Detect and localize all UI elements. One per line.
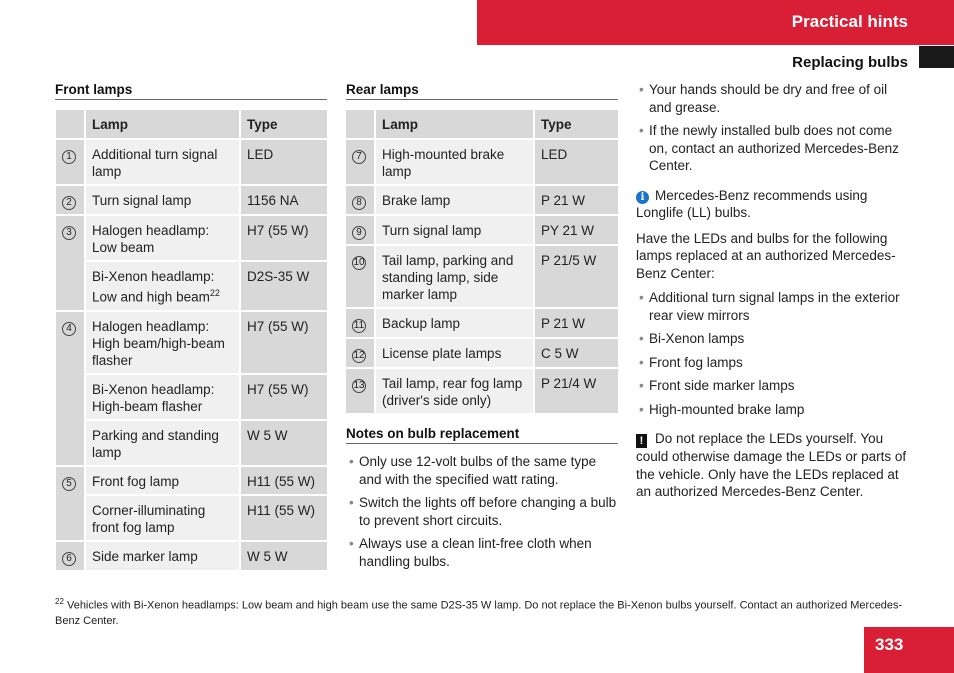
table-row — [56, 216, 327, 262]
lamp-header: Lamp — [86, 110, 241, 140]
type-cell: P 21 W — [535, 309, 618, 339]
type-cell: W 5 W — [241, 421, 327, 467]
chapter-title: Practical hints — [791, 12, 908, 31]
list-item: • Front side marker lamps — [639, 378, 795, 393]
lamp-name: Front fog lamp — [92, 473, 180, 489]
lamp-cell — [376, 140, 535, 186]
row-number — [346, 140, 376, 186]
list-item: • If the newly installed bulb does not come on, contact an authorized Mercedes-Benz Center. — [639, 123, 899, 173]
lamp-cell — [86, 542, 241, 572]
lamp-name: Tail lamp, rear fog lamp (driver's side only) — [382, 376, 523, 408]
table-row — [346, 339, 618, 369]
page-number: 333 — [864, 627, 954, 673]
table-header-row — [346, 110, 618, 140]
lamp-name: High-mounted brake lamp — [382, 147, 505, 179]
footnote — [55, 594, 905, 629]
list-item: • High-mounted brake lamp — [639, 401, 805, 417]
circled-number-icon: 11 — [353, 320, 365, 331]
type-cell: P 21/5 W — [535, 246, 618, 309]
table-row — [346, 140, 618, 186]
lamp-name: Side marker lamp — [92, 548, 198, 564]
lamp-cell — [86, 496, 241, 542]
row-number — [56, 542, 86, 572]
lamp-name: Tail lamp, parking and standing lamp, side marker lamp — [382, 253, 514, 302]
lamp-name: Halogen headlamp: High beam/high-beam flasher — [92, 318, 225, 368]
list-item: • Only use 12-volt bulbs of the same type and with the specified watt rating. — [349, 454, 597, 487]
type-cell: LED — [535, 140, 618, 186]
circled-number-icon: 8 — [352, 196, 366, 210]
lamp-cell — [376, 339, 535, 369]
list-item-text: Always use a clean lint-free cloth when handling bulbs. — [359, 536, 592, 569]
type-cell: H11 (55 W) — [241, 467, 327, 496]
row-number — [346, 309, 376, 339]
table-row — [56, 140, 327, 186]
lamp-cell — [86, 216, 241, 262]
paragraph: Have the LEDs and bulbs for the following lamps replaced at an authorized Mercedes-Benz Center: — [636, 230, 896, 281]
list-item: • Front fog lamps — [639, 354, 743, 370]
front-lamps-title: Front lamps — [55, 82, 327, 100]
lamp-cell — [376, 216, 535, 246]
table-header-row — [56, 110, 327, 140]
type-cell: H7 (55 W) — [241, 375, 327, 421]
type-cell: LED — [241, 140, 327, 186]
row-number — [346, 216, 376, 246]
warning-text: Do not replace the LEDs yourself. You could otherwise damage the LEDs or parts of the vehicle. Only have the LEDs replaced at an authorized Mercedes-Benz Center. — [636, 431, 907, 499]
type-cell: P 21/4 W — [535, 369, 618, 415]
num-header — [346, 110, 376, 140]
type-header: Type — [535, 110, 618, 140]
type-cell: PY 21 W — [535, 216, 618, 246]
lamp-name: Turn signal lamp — [382, 223, 482, 238]
section-title: Replacing bulbs — [792, 54, 908, 71]
table-row — [56, 542, 327, 572]
list-item-text: Only use 12-volt bulbs of the same type and with the specified watt rating. — [359, 454, 597, 487]
lamp-name: Turn signal lamp — [92, 193, 192, 208]
list-item: • Your hands should be dry and free of oil and grease. — [639, 82, 888, 115]
row-number — [56, 312, 86, 467]
lamp-cell — [86, 312, 241, 375]
circled-number-icon: 13 — [353, 380, 365, 391]
footnote-number: 22 — [55, 597, 64, 606]
front-lamps-table — [56, 110, 327, 572]
lamp-header: Lamp — [376, 110, 535, 140]
type-cell: 1156 NA — [241, 186, 327, 216]
circled-number-icon: 4 — [62, 322, 76, 336]
list-item-text: Front fog lamps — [649, 354, 743, 370]
type-cell: C 5 W — [535, 339, 618, 369]
lamp-cell — [376, 186, 535, 216]
list-item-text: Switch the lights off before changing a bulb to prevent short circuits. — [359, 495, 617, 528]
list-item: • Switch the lights off before changing a bulb to prevent short circuits. — [349, 495, 617, 528]
lamp-cell — [376, 369, 535, 415]
table-row — [56, 496, 327, 542]
table-row — [56, 375, 327, 421]
info-text: Mercedes-Benz recommends using Longlife (LL) bulbs. — [636, 187, 868, 220]
warning-note — [636, 430, 912, 501]
circled-number-icon: 7 — [352, 150, 366, 164]
lamp-cell — [376, 309, 535, 339]
rear-lamps-title: Rear lamps — [346, 82, 618, 100]
table-row — [56, 312, 327, 375]
lamp-name: License plate lamps — [382, 346, 502, 361]
row-number — [346, 369, 376, 415]
type-cell: W 5 W — [241, 542, 327, 572]
table-row — [346, 216, 618, 246]
list-item-text: High-mounted brake lamp — [649, 401, 805, 417]
row-number — [56, 186, 86, 216]
table-row — [346, 369, 618, 415]
lamp-name: Corner-illuminating front fog lamp — [92, 502, 206, 535]
list-item-text: Additional turn signal lamps in the exterior rear view mirrors — [649, 290, 900, 323]
table-row — [346, 246, 618, 309]
list-item: • Always use a clean lint-free cloth when handling bulbs. — [349, 536, 592, 569]
num-header — [56, 110, 86, 140]
table-row — [346, 309, 618, 339]
lamp-name: Halogen headlamp: Low beam — [92, 223, 210, 255]
list-item-text: Your hands should be dry and free of oil and grease. — [649, 82, 888, 115]
table-row — [56, 467, 327, 496]
row-number — [56, 216, 86, 312]
footnote-text: Vehicles with Bi-Xenon headlamps: Low beam and high beam use the same D2S-35 W lamp. Do not replace the Bi-Xenon bulbs yourself. Contact an authorized Mercedes-Benz Center. — [55, 599, 903, 627]
lamp-cell — [86, 262, 241, 312]
lamp-cell — [86, 421, 241, 467]
row-number — [346, 339, 376, 369]
notes-list — [346, 453, 622, 576]
row-number — [346, 246, 376, 309]
lamp-name: Backup lamp — [382, 316, 461, 331]
type-cell: H7 (55 W) — [241, 216, 327, 262]
type-cell: P 21 W — [535, 186, 618, 216]
list-item-text: Front side marker lamps — [649, 378, 795, 393]
lamp-name: Bi-Xenon headlamp: Low and high beam — [92, 269, 215, 305]
row-number — [56, 140, 86, 186]
table-row — [346, 186, 618, 216]
footnote-ref: 22 — [209, 288, 220, 298]
circled-number-icon: 12 — [353, 350, 365, 361]
type-header: Type — [241, 110, 327, 140]
type-cell: D2S-35 W — [241, 262, 327, 312]
lamp-cell — [86, 140, 241, 186]
circled-number-icon: 6 — [62, 552, 76, 566]
circled-number-icon: 1 — [62, 150, 76, 164]
lamp-name: Additional turn signal lamp — [92, 147, 218, 179]
lamp-cell — [86, 375, 241, 421]
circled-number-icon: 3 — [62, 226, 76, 240]
row-number — [346, 186, 376, 216]
lamp-name: Bi-Xenon headlamp: High-beam flasher — [92, 381, 215, 414]
warning-icon: ! — [636, 434, 647, 448]
circled-number-icon: 9 — [352, 226, 366, 240]
circled-number-icon: 5 — [62, 477, 76, 491]
circled-number-icon: 2 — [62, 196, 76, 210]
list-item: • Bi-Xenon lamps — [639, 331, 745, 346]
lamp-name: Parking and standing lamp — [92, 427, 219, 460]
circled-number-icon: 10 — [353, 257, 365, 268]
table-row — [56, 421, 327, 467]
rear-lamps-table — [346, 110, 618, 415]
list-item: • Additional turn signal lamps in the exterior rear view mirrors — [639, 290, 900, 323]
info-icon: i — [636, 191, 649, 204]
lamp-name: Brake lamp — [382, 193, 451, 208]
table-row — [56, 186, 327, 216]
list-item-text: If the newly installed bulb does not come on, contact an authorized Mercedes-Benz Center. — [649, 123, 899, 173]
thumb-tab — [919, 46, 954, 68]
lamp-cell — [86, 467, 241, 496]
type-cell: H7 (55 W) — [241, 312, 327, 375]
info-note — [636, 187, 912, 222]
lamp-cell — [376, 246, 535, 309]
right-column — [636, 81, 912, 508]
header-bar — [477, 0, 954, 45]
lamp-cell — [86, 186, 241, 216]
row-number — [56, 467, 86, 542]
table-row — [56, 262, 327, 312]
type-cell: H11 (55 W) — [241, 496, 327, 542]
list-item-text: Bi-Xenon lamps — [649, 331, 745, 346]
notes-title: Notes on bulb replacement — [346, 426, 618, 444]
